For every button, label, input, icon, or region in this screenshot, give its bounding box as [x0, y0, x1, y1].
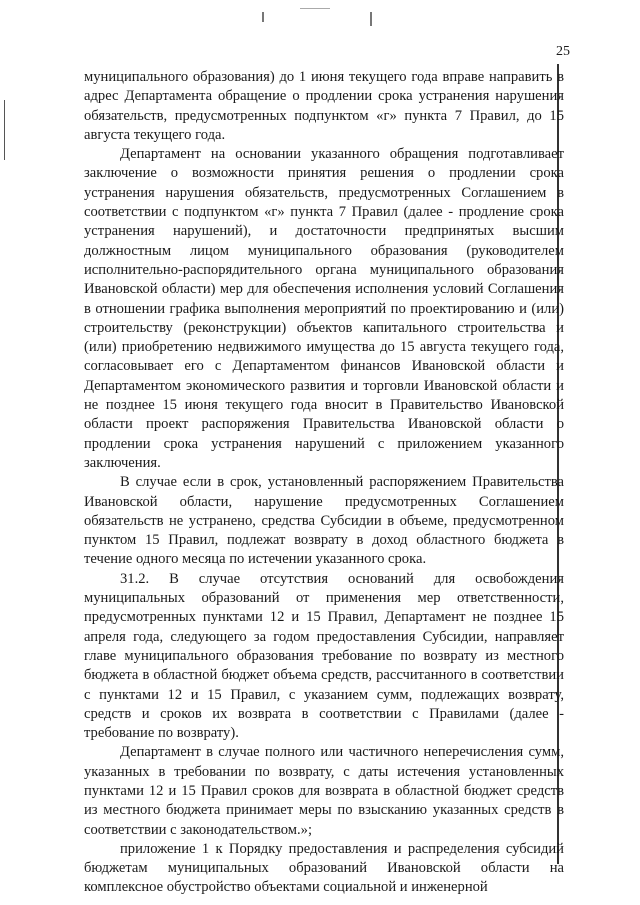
paragraph-appendix-1: приложение 1 к Порядку предоставления и распределения субсидий бюджетам муниципальных образований Ивановской области на комплексное обустройство объектами социальной и инженерной [84, 840, 564, 896]
paragraph-subsidy-return: В случае если в срок, установленный распоряжением Правительства Ивановской области, нарушение предусмотренных Соглашением обязательств не устранено, средства Субсидии в объеме, предусмотренном пунктом 15 Правил, подлежат возврату в доход областного бюджета в течение одного месяца по истечении указанного срока. [84, 474, 564, 568]
paragraph-31-2: 31.2. В случае отсутствия оснований для освобождения муниципальных образований от применения мер ответственности, предусмотренных пунктами 12 и 15 Правил, Департамент не позднее 15 апреля года, следующего за годом предоставления Субсидии, направляет главе муниципального образования требование по возврату из местного бюджета в областной бюджет объема средств, рассчитанного в соответствии с пунктами 12 и 15 Правил, с указанием сумм, подлежащих возврату, средств и сроков их возврата в соответствии с Правилами (далее - требование по возврату). [84, 570, 564, 742]
paragraph-department-conclusion: Департамент на основании указанного обращения подготавливает заключение о возможности принятия решения о продлении срока устранения нарушения обязательств, предусмотренных Соглашением в соответствии с подпунктом «г» пункта 7 Правил (далее - продление срока устранения нарушений), и достаточности предпринятых высшим должностным лицом муниципального образования (руководителем исполнительно-распорядительного органа муниципального образования Ивановской области) мер для обеспечения исполнения условий Соглашения в отношении графика выполнения мероприятий по проектированию и (или) строительству (реконструкции) объектов капитального строительства и (или) приобретению недвижимого имущества до 15 августа текущего года, согласовывает его с Департаментом финансов Ивановской области и Департаментом экономического развития и торговли Ивановской области и не позднее 15 июня текущего года вносит в Правительство Ивановской области проект распоряжения Правительства Ивановской области о продлении срока устранения нарушений с приложением указанного заключения. [84, 146, 564, 471]
page-number: 25 [556, 44, 570, 59]
scan-line-left [4, 100, 5, 160]
paragraph-recovery-measures: Департамент в случае полного или частичного неперечисления сумм, указанных в требовании по возврату, с даты истечения установленных пунктами 12 и 15 Правил сроков для возврата в областной бюджет средств из местного бюджета принимает меры по взысканию указанных средств в соответствии с законодательством.»; [84, 744, 564, 838]
body-text [84, 68, 564, 898]
scan-mark-right [370, 12, 372, 26]
paragraph-continuation: муниципального образования) до 1 июня текущего года вправе направить в адрес Департамента обращение о продлении срока устранения нарушения обязательств, предусмотренных подпунктом «г» пункта 7 Правил, до 15 августа текущего года. [84, 69, 564, 143]
scan-mark-left [262, 12, 264, 22]
scan-mark-center [300, 8, 330, 9]
